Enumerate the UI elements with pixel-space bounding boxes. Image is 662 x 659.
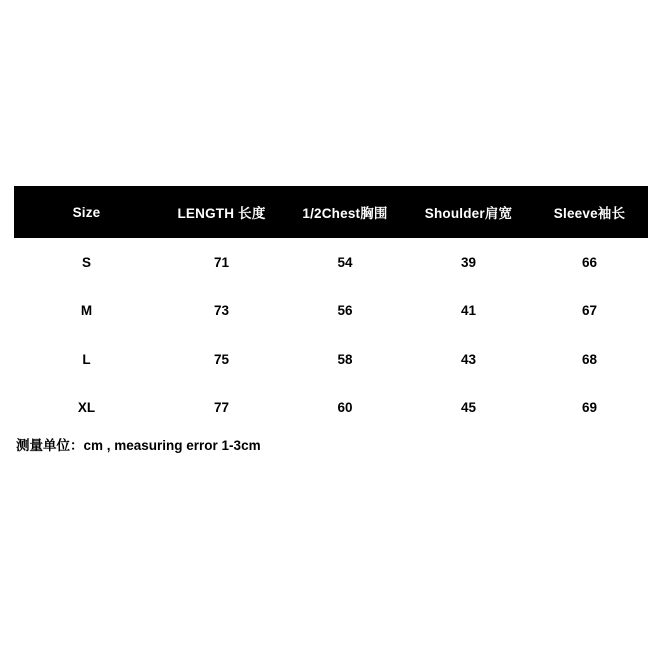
column-header-sleeve: Sleeve袖长 [553,206,626,221]
table-header [14,186,648,238]
column-header-shoulder: Shoulder肩宽 [424,206,513,221]
cell-chest: 58 [284,335,406,384]
cell-size: XL [14,384,159,433]
size-table [14,186,648,432]
cell-shoulder: 41 [406,287,531,336]
table-row [14,384,648,433]
cell-sleeve: 67 [531,287,648,336]
cell-shoulder: 45 [406,384,531,433]
cell-chest: 54 [284,238,406,287]
cell-size: L [14,335,159,384]
cell-chest: 56 [284,287,406,336]
cell-length: 77 [159,384,284,433]
cell-chest: 60 [284,384,406,433]
table-row [14,287,648,336]
cell-sleeve: 68 [531,335,648,384]
measurement-note: 测量单位：cm , measuring error 1-3cm [16,438,261,453]
cell-sleeve: 66 [531,238,648,287]
cell-sleeve: 69 [531,384,648,433]
table-header-row [14,186,648,238]
column-header-chest: 1/2Chest胸围 [302,206,388,221]
column-header-size: Size [72,204,101,220]
cell-length: 73 [159,287,284,336]
size-table-container [14,186,648,432]
cell-size: M [14,287,159,336]
cell-length: 71 [159,238,284,287]
cell-size: S [14,238,159,287]
table-row [14,238,648,287]
cell-length: 75 [159,335,284,384]
column-header-length: LENGTH 长度 [177,206,266,221]
table-row [14,335,648,384]
table-body [14,238,648,432]
cell-shoulder: 39 [406,238,531,287]
cell-shoulder: 43 [406,335,531,384]
